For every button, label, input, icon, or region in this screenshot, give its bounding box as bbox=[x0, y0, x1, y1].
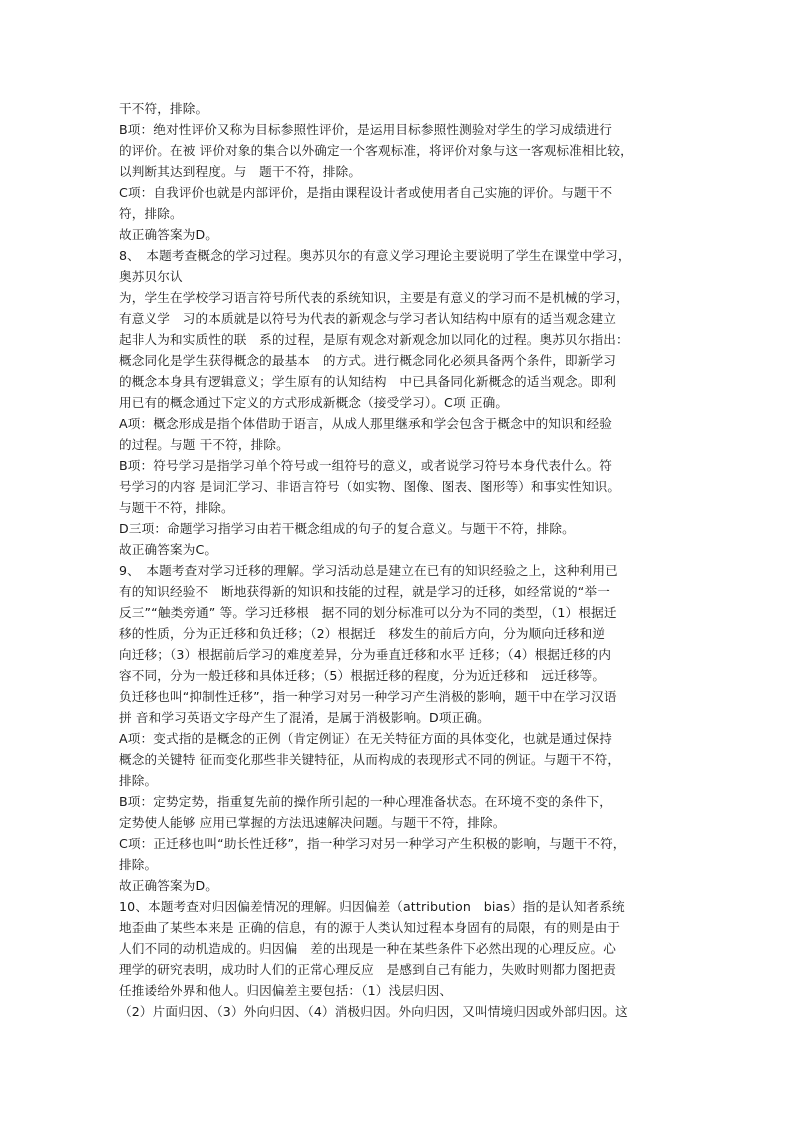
text-line: 理学的研究表明，成功时人们的正常心理反应 是感到自己有能力，失败时则都力图把责 bbox=[119, 962, 617, 977]
text-line: 任推诿给外界和他人。归因偏差主要包括：（1）浅层归因、 bbox=[119, 983, 453, 998]
text-line: 负迁移也叫“抑制性迁移”，指一种学习对另一种学习产生消极的影响，题干中在学习汉语 bbox=[119, 689, 617, 704]
text-line: 用已有的概念通过下定义的方式形成新概念（接受学习）。C项 正确。 bbox=[119, 395, 509, 410]
text-line: 的概念本身具有逻辑意义；学生原有的认知结构 中已具备同化新概念的适当观念。即利 bbox=[119, 374, 617, 389]
text-line: 排除。 bbox=[119, 773, 158, 788]
text-line: C项：自我评价也就是内部评价，是指由课程设计者或使用者自己实施的评价。与题干不 bbox=[119, 185, 613, 200]
text-line: C项：正迁移也叫“助长性迁移”，指一种学习对另一种学习产生积极的影响，与题干不符， bbox=[119, 836, 626, 851]
text-line: 以判断其达到程度。与 题干不符，排除。 bbox=[119, 164, 362, 179]
text-line: 8、 本题考查概念的学习过程。奥苏贝尔的有意义学习理论主要说明了学生在课堂中学习， bbox=[119, 248, 631, 263]
text-line: 移的性质，分为正迁移和负迁移；（2）根据迁 移发生的前后方向，分为顺向迁移和逆 bbox=[119, 626, 606, 641]
text-line: 概念的关键特 征而变化那些非关键特征，从而构成的表现形式不同的例证。与题干不符， bbox=[119, 752, 621, 767]
text-line: 符，排除。 bbox=[119, 206, 183, 221]
text-line: 地歪曲了某些本来是 正确的信息，有的源于人类认知过程本身固有的局限，有的则是由于 bbox=[119, 920, 621, 935]
text-line: 为，学生在学校学习语言符号所代表的系统知识，主要是有意义的学习而不是机械的学习， bbox=[119, 290, 629, 305]
text-line: 的评价。在被 评价对象的集合以外确定一个客观标准，将评价对象与这一客观标准相比较， bbox=[119, 143, 633, 158]
text-line: （2）片面归因、（3）外向归因、（4）消极归因。外向归因，又叫情境归因或外部归因。这 bbox=[119, 1004, 628, 1019]
text-line: 反三”“触类旁通” 等。学习迁移根 据不同的划分标准可以分为不同的类型，（1）根据迁 bbox=[119, 605, 617, 620]
text-line: 9、 本题考查对学习迁移的理解。学习活动总是建立在已有的知识经验之上，这种利用已 bbox=[119, 563, 618, 578]
text-line: A项：概念形成是指个体借助于语言，从成人那里继承和学会包含于概念中的知识和经验 bbox=[119, 416, 613, 431]
text-line: A项：变式指的是概念的正例（肯定例证）在无关特征方面的具体变化，也就是通过保持 bbox=[119, 731, 613, 746]
text-line: 向迁移；（3）根据前后学习的难度差异，分为垂直迁移和水平 迁移；（4）根据迁移的内 bbox=[119, 647, 612, 662]
text-line: 起非人为和实质性的联 系的过程，是原有观念对新观念加以同化的过程。奥苏贝尔指出： bbox=[119, 332, 629, 347]
text-line: B项：定势定势，指重复先前的操作所引起的一种心理准备状态。在环境不变的条件下， bbox=[119, 794, 613, 809]
text-line: B项：绝对性评价又称为目标参照性评价，是运用目标参照性测验对学生的学习成绩进行 bbox=[119, 122, 613, 137]
text-line: 故正确答案为D。 bbox=[119, 878, 219, 893]
text-line: 故正确答案为C。 bbox=[119, 542, 218, 557]
text-line: 人们不同的动机造成的。归因偏 差的出现是一种在某些条件下必然出现的心理反应。心 bbox=[119, 941, 617, 956]
text-line: D三项：命题学习指学习由若干概念组成的句子的复合意义。与题干不符，排除。 bbox=[119, 521, 575, 536]
text-line: 的过程。与题 干不符，排除。 bbox=[119, 437, 289, 452]
text-line: 故正确答案为D。 bbox=[119, 227, 219, 242]
text-line: 有意义学 习的本质就是以符号为代表的新观念与学习者认知结构中原有的适当观念建立 bbox=[119, 311, 617, 326]
text-line: 定势使人能够 应用已掌握的方法迅速解决问题。与题干不符，排除。 bbox=[119, 815, 506, 830]
text-line: 有的知识经验不 断地获得新的知识和技能的过程，就是学习的迁移，如经常说的“举一 bbox=[119, 584, 610, 599]
text-line: 与题干不符，排除。 bbox=[119, 500, 234, 515]
text-line: 号学习的内容 是词汇学习、非语言符号（如实物、图像、图表、图形等）和事实性知识。 bbox=[119, 479, 621, 494]
text-line: 概念同化是学生获得概念的最基本 的方式。进行概念同化必须具备两个条件，即新学习 bbox=[119, 353, 617, 368]
text-line: 排除。 bbox=[119, 857, 158, 872]
text-line: 奥苏贝尔认 bbox=[119, 269, 183, 284]
text-line: 拼 音和学习英语文字母产生了混淆，是属于消极影响。D项正确。 bbox=[119, 710, 490, 725]
text-line: 容不同，分为一般迁移和具体迁移；（5）根据迁移的程度，分为近迁移和 远迁移等。 bbox=[119, 668, 606, 683]
text-line: 10、本题考查对归因偏差情况的理解。归因偏差（attribution bias）指的是认知者系统 bbox=[119, 899, 625, 914]
text-line: B项：符号学习是指学习单个符号或一组符号的意义，或者说学习符号本身代表什么。符 bbox=[119, 458, 613, 473]
text-line: 干不符，排除。 bbox=[119, 101, 209, 116]
